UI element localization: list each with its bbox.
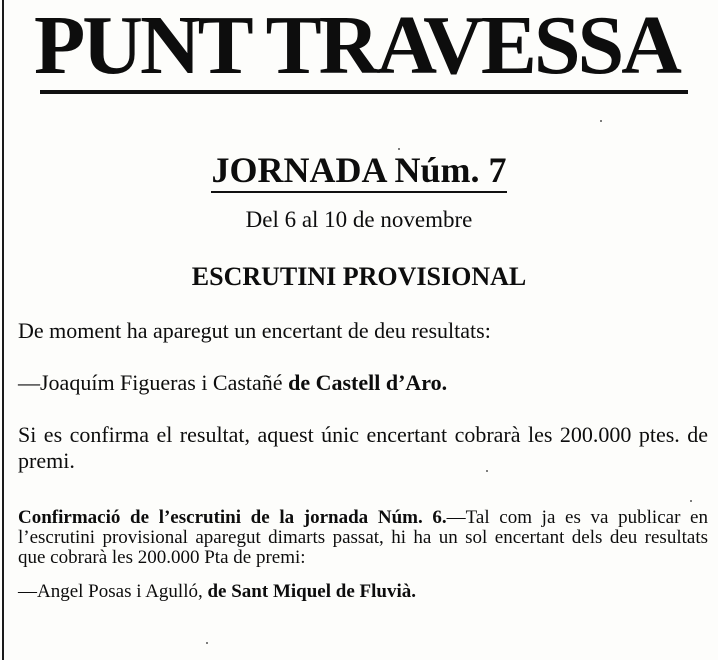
print-speck bbox=[398, 148, 400, 150]
previous-round-heading: Confirmació de l’escrutini de la jornada Núm. 6. bbox=[18, 507, 447, 528]
print-speck bbox=[690, 500, 692, 502]
print-speck bbox=[206, 642, 208, 644]
previous-round-paragraph bbox=[18, 508, 708, 568]
article-heading-text: JORNADA Núm. 7 bbox=[211, 150, 506, 193]
masthead-title: PUNT TRAVESSA bbox=[34, 4, 679, 88]
date-range: Del 6 al 10 de novembre bbox=[245, 207, 473, 232]
previous-winner-name: —Angel Posas i Agulló, bbox=[18, 581, 203, 602]
print-speck bbox=[486, 470, 488, 472]
article-heading bbox=[0, 150, 718, 190]
confirmation-paragraph: Si es confirma el resultat, aquest únic encertant cobrarà les 200.000 ptes. de premi. bbox=[18, 422, 708, 473]
column-rule bbox=[2, 0, 4, 660]
intro-paragraph: De moment ha aparegut un encertant de deu resultats: bbox=[18, 318, 491, 343]
winner-name: —Joaquím Figueras i Castañé bbox=[18, 370, 283, 395]
masthead-divider bbox=[40, 90, 688, 94]
section-heading: ESCRUTINI PROVISIONAL bbox=[191, 262, 527, 291]
previous-round-text: —Tal com ja es va publicar en l’escrutini provisional aparegut dimarts passat, hi ha un sol encertant dels deu resultats que cobrarà les 200.000 Pta de premi: bbox=[18, 507, 708, 568]
previous-winner-paragraph bbox=[18, 582, 708, 602]
previous-winner-town: de Sant Miquel de Fluvià. bbox=[207, 581, 416, 602]
winner-paragraph bbox=[18, 370, 708, 396]
winner-town: de Castell d’Aro. bbox=[288, 370, 448, 395]
print-speck bbox=[600, 120, 602, 122]
